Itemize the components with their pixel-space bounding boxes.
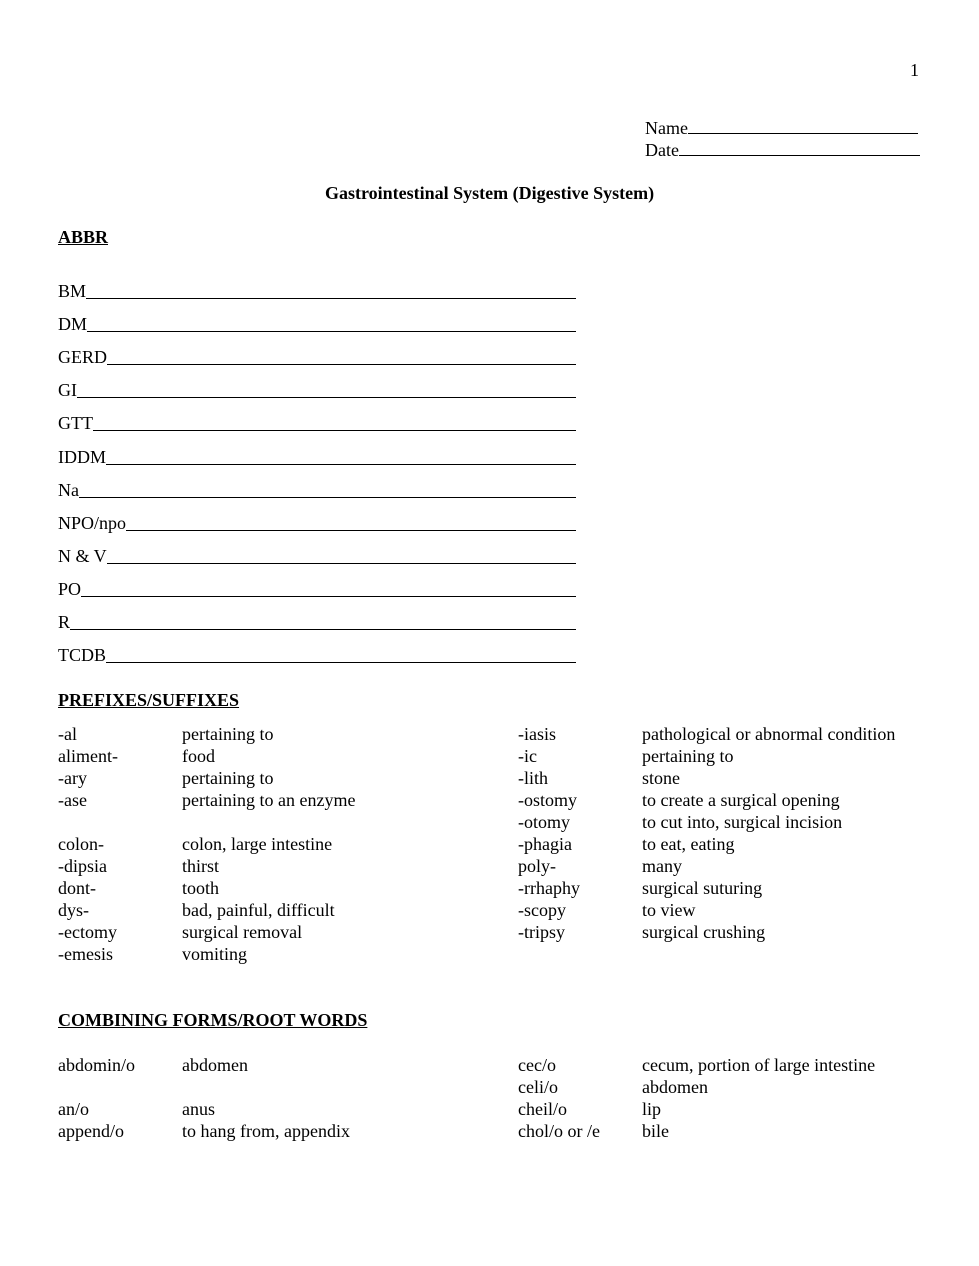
page-number: 1 [910, 60, 919, 80]
term-row [58, 1120, 498, 1142]
term-row [518, 899, 958, 921]
answer-line[interactable] [87, 315, 576, 332]
term: -ary [58, 768, 87, 788]
definition: bad, painful, difficult [182, 900, 335, 920]
definition: to eat, eating [642, 834, 735, 854]
abbr-term: GI [58, 380, 77, 401]
definition: surgical crushing [642, 922, 766, 942]
answer-line[interactable] [77, 381, 576, 398]
term: abdomin/o [58, 1055, 135, 1075]
abbr-row [58, 468, 576, 501]
term: -tripsy [518, 922, 565, 942]
name-label: Name [645, 118, 688, 138]
abbr-term: NPO/npo [58, 512, 127, 533]
abbr-term: GTT [58, 413, 93, 434]
abbr-row [58, 434, 576, 467]
term: -otomy [518, 812, 570, 832]
abbr-row [58, 600, 576, 633]
term-row [58, 767, 498, 789]
definition: surgical removal [182, 922, 303, 942]
term-row [58, 723, 498, 745]
definition: abdomen [642, 1077, 708, 1097]
definition: pertaining to [182, 724, 274, 744]
definition: stone [642, 768, 680, 788]
term-row [518, 723, 958, 745]
abbr-row [58, 567, 576, 600]
term-row [58, 943, 498, 965]
abbr-term: N & V [58, 545, 107, 566]
term-row [518, 833, 958, 855]
answer-line[interactable] [106, 448, 576, 465]
term: -ase [58, 790, 87, 810]
term: chol/o or /e [518, 1121, 600, 1141]
term: append/o [58, 1121, 124, 1141]
answer-line[interactable] [70, 613, 576, 630]
term: dys- [58, 900, 89, 920]
abbr-row [58, 534, 576, 567]
answer-line[interactable] [81, 580, 576, 597]
term-row [58, 855, 498, 877]
term-row [518, 767, 958, 789]
term: -iasis [518, 724, 556, 744]
term: aliment- [58, 746, 118, 766]
date-field[interactable] [645, 139, 920, 161]
term-row [518, 855, 958, 877]
term: cec/o [518, 1055, 556, 1075]
abbr-term: Na [58, 479, 79, 500]
term-row [58, 877, 498, 899]
term-row [518, 1076, 958, 1098]
definition: food [182, 746, 215, 766]
definition: vomiting [182, 944, 248, 964]
page-title: Gastrointestinal System (Digestive System) [324, 183, 655, 203]
abbr-term: R [58, 612, 71, 633]
answer-line[interactable] [126, 514, 576, 531]
term: dont- [58, 878, 96, 898]
term-row [518, 789, 958, 811]
definition: lip [642, 1099, 662, 1119]
abbr-term: GERD [58, 347, 107, 368]
term-row [58, 789, 498, 811]
definition: tooth [182, 878, 220, 898]
answer-line[interactable] [106, 646, 576, 663]
abbr-row [58, 368, 576, 401]
term: colon- [58, 834, 104, 854]
term-row [58, 811, 498, 833]
definition: pertaining to [182, 768, 274, 788]
abbr-term: TCDB [58, 645, 107, 666]
term: an/o [58, 1099, 89, 1119]
definition: to view [642, 900, 696, 920]
abbr-term: BM [58, 281, 87, 302]
definition: to cut into, surgical incision [642, 812, 843, 832]
term: -rrhaphy [518, 878, 580, 898]
term: -al [58, 724, 77, 744]
abbr-row [58, 302, 576, 335]
term: celi/o [518, 1077, 558, 1097]
term-row [518, 877, 958, 899]
term: -ic [518, 746, 537, 766]
definition: to create a surgical opening [642, 790, 840, 810]
term: -emesis [58, 944, 113, 964]
definition: thirst [182, 856, 220, 876]
abbr-term: IDDM [58, 446, 106, 467]
prefixes-right-column [518, 723, 958, 943]
term: -phagia [518, 834, 572, 854]
abbr-list [58, 269, 576, 666]
definition: many [642, 856, 682, 876]
term-row [58, 833, 498, 855]
definition: surgical suturing [642, 878, 763, 898]
term-row [518, 921, 958, 943]
answer-line[interactable] [79, 481, 576, 498]
answer-line[interactable] [107, 348, 576, 365]
answer-line[interactable] [107, 547, 576, 564]
definition: pertaining to an enzyme [182, 790, 356, 810]
definition: to hang from, appendix [182, 1121, 350, 1141]
definition: abdomen [182, 1055, 248, 1075]
term-row [518, 1054, 958, 1076]
abbr-term: DM [58, 314, 88, 335]
term: -ectomy [58, 922, 117, 942]
abbr-row [58, 401, 576, 434]
abbr-row [58, 269, 576, 302]
name-date-block [645, 117, 920, 161]
term-row [58, 1098, 498, 1120]
term: -scopy [518, 900, 566, 920]
abbr-row [58, 633, 576, 666]
term: -lith [518, 768, 548, 788]
prefixes-left-column [58, 723, 498, 965]
abbr-row [58, 501, 576, 534]
definition: cecum, portion of large intestine [642, 1055, 876, 1075]
term-row [58, 921, 498, 943]
term: -dipsia [58, 856, 107, 876]
combining-forms-heading: COMBINING FORMS/ROOT WORDS [58, 1010, 368, 1030]
prefixes-suffixes-heading: PREFIXES/SUFFIXES [58, 690, 240, 710]
term-row [518, 745, 958, 767]
name-blank-line[interactable] [688, 117, 918, 134]
term: cheil/o [518, 1099, 567, 1119]
answer-line[interactable] [86, 282, 576, 299]
abbr-term: PO [58, 578, 82, 599]
date-label: Date [645, 140, 679, 160]
date-blank-line[interactable] [679, 139, 920, 156]
combining-left-column [58, 1054, 498, 1142]
term-row [58, 1054, 498, 1076]
term-row [58, 745, 498, 767]
term: poly- [518, 856, 556, 876]
term: -ostomy [518, 790, 578, 810]
answer-line[interactable] [93, 414, 576, 431]
term-row [58, 1076, 498, 1098]
term-row [518, 1098, 958, 1120]
term-row [58, 899, 498, 921]
abbr-heading: ABBR [58, 227, 109, 247]
definition: bile [642, 1121, 669, 1141]
name-field[interactable] [645, 117, 920, 139]
definition: pertaining to [642, 746, 734, 766]
definition: pathological or abnormal condition [642, 724, 896, 744]
term-row [518, 811, 958, 833]
definition: colon, large intestine [182, 834, 333, 854]
combining-right-column [518, 1054, 958, 1142]
definition: anus [182, 1099, 215, 1119]
abbr-row [58, 335, 576, 368]
term-row [518, 1120, 958, 1142]
